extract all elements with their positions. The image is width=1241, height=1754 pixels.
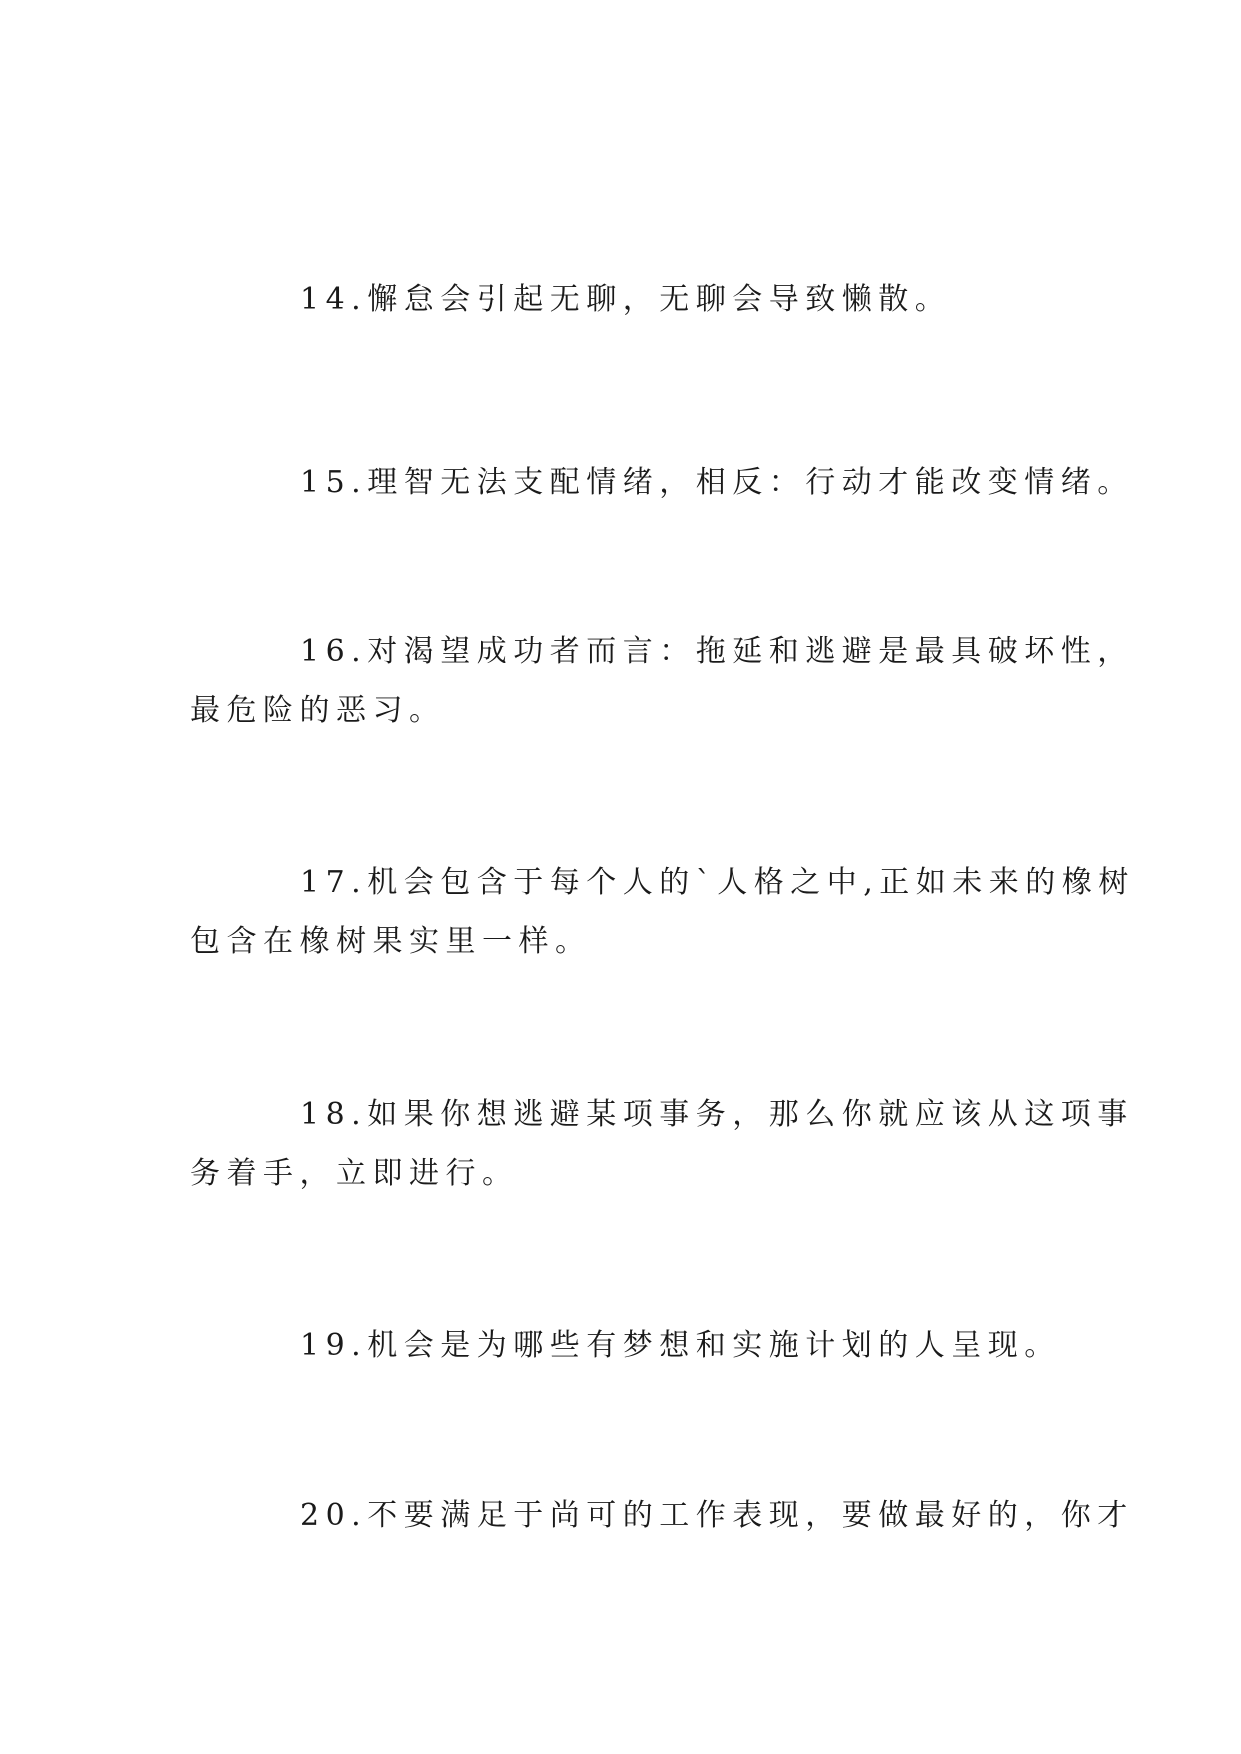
paragraph-line: 14.懈怠会引起无聊，无聊会导致懒散。 [300, 282, 952, 317]
paragraph-14 [190, 270, 1050, 329]
paragraph-20 [190, 1486, 1134, 1545]
paragraph-line: 16.对渴望成功者而言：拖延和逃避是最具破坏性， [300, 634, 1134, 669]
paragraph-17 [190, 853, 1135, 971]
paragraph-line: 18.如果你想逃避某项事务，那么你就应该从这项事 [300, 1097, 1134, 1132]
paragraph-19 [190, 1316, 1061, 1375]
paragraph-line: 包含在橡树果实里一样。 [190, 924, 592, 959]
paragraph-line: 务着手，立即进行。 [190, 1156, 519, 1191]
paragraph-18 [190, 1085, 1134, 1203]
paragraph-line: 20.不要满足于尚可的工作表现，要做最好的，你才 [300, 1498, 1134, 1533]
paragraph-15 [190, 453, 1134, 512]
paragraph-line: 19.机会是为哪些有梦想和实施计划的人呈现。 [300, 1328, 1061, 1363]
paragraph-line: 最危险的恶习。 [190, 693, 446, 728]
paragraph-line: 15.理智无法支配情绪，相反：行动才能改变情绪。 [300, 465, 1134, 500]
paragraph-16 [190, 622, 1134, 740]
paragraph-line: 17.机会包含于每个人的`人格之中,正如未来的橡树 [300, 865, 1135, 900]
